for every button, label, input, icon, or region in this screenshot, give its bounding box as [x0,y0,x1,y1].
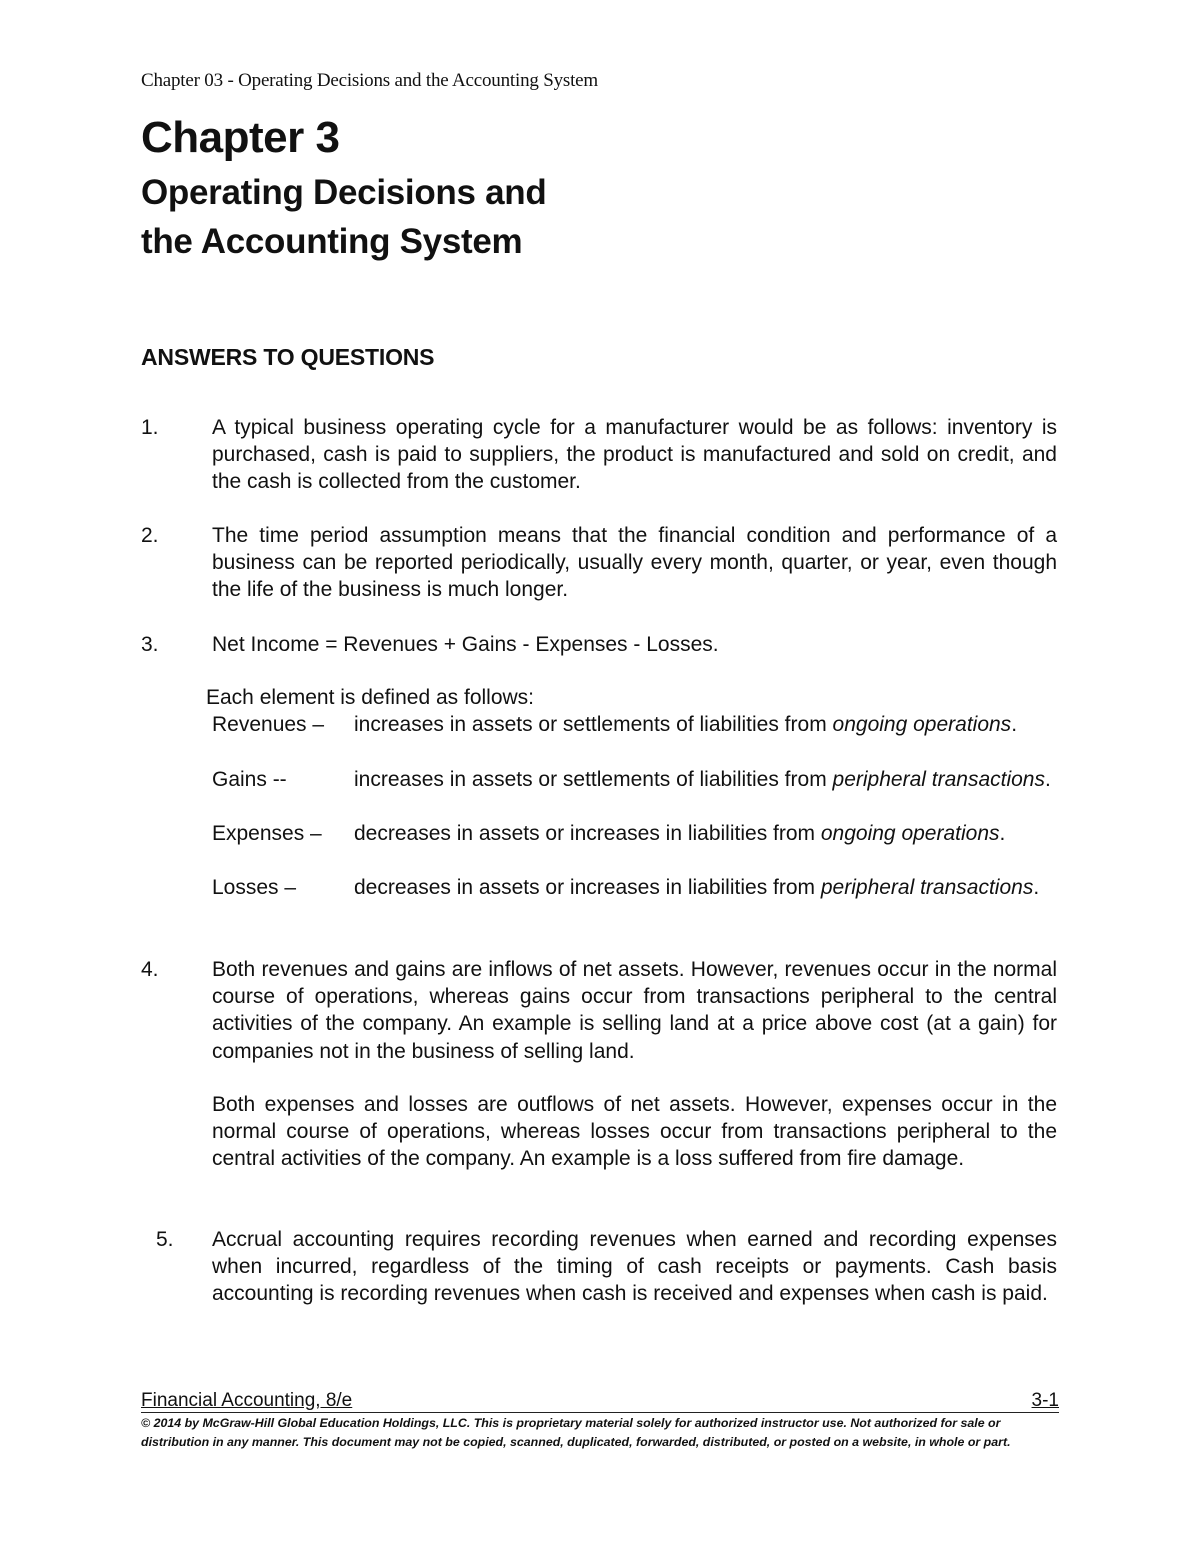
question-5-number: 5. [156,1228,174,1251]
chapter-title [141,168,546,266]
question-4-number: 4. [141,958,159,981]
question-1-answer: A typical business operating cycle for a manufacturer would be as follows: inventory is purchased, cash is paid to suppliers, the product is manufactured and sold on credit, and the cash is collected from the customer. [212,416,1057,494]
definition-text-losses: decreases in assets or increases in liabilities from peripheral transactions. [354,876,1040,899]
question-2-number: 2. [141,524,159,547]
question-3-answer: Net Income = Revenues + Gains - Expenses - Losses. [212,633,719,656]
definitions-intro: Each element is defined as follows: [206,686,535,709]
footer-rule [141,1412,1059,1413]
chapter-title-line-1: Operating Decisions and [141,173,547,212]
definition-text-gains: increases in assets or settlements of liabilities from peripheral transactions. [354,768,1051,791]
footer-page-number: 3-1 [1031,1390,1059,1411]
definition-text-expenses: decreases in assets or increases in liabilities from ongoing operations. [354,822,1006,845]
footer-book-title: Financial Accounting, 8/e [141,1390,353,1411]
chapter-number: Chapter 3 [141,113,340,162]
copyright-notice: © 2014 by McGraw-Hill Global Education Holdings, LLC. This is proprietary material solely for authorized instructor use. Not authorized for sale or distribution in any manner. This document may not be copied, scanned, duplicated, forwarded, distributed, or posted on a website, in whole or part. [141,1416,1011,1449]
section-heading: ANSWERS TO QUESTIONS [141,344,435,370]
definition-term-gains: Gains -- [212,768,287,791]
question-4-answer-continued: Both expenses and losses are outflows of net assets. However, expenses occur in the normal course of operations, whereas losses occur from transactions peripheral to the central activities of the company. An example is a loss suffered from fire damage. [212,1093,1057,1171]
question-1-number: 1. [141,416,159,439]
question-5-answer: Accrual accounting requires recording revenues when earned and recording expenses when incurred, regardless of the timing of cash receipts or payments. Cash basis accounting is recording revenues when cash is received and expenses when cash is paid. [212,1228,1057,1306]
definition-term-losses: Losses – [212,876,297,899]
definition-text-revenues: increases in assets or settlements of liabilities from ongoing operations. [354,713,1018,736]
question-3-number: 3. [141,633,159,656]
question-4-answer: Both revenues and gains are inflows of net assets. However, revenues occur in the normal course of operations, whereas gains occur from transactions peripheral to the central activities of the company. An example is selling land at a price above cost (at a gain) for companies not in the business of selling land. [212,958,1057,1063]
question-2-answer: The time period assumption means that the financial condition and performance of a business can be reported periodically, usually every month, quarter, or year, even though the life of the business is much longer. [212,524,1057,602]
running-header: Chapter 03 - Operating Decisions and the Accounting System [141,70,598,91]
chapter-title-line-2: the Accounting System [141,222,523,261]
definition-term-revenues: Revenues – [212,713,325,736]
definition-term-expenses: Expenses – [212,822,322,845]
